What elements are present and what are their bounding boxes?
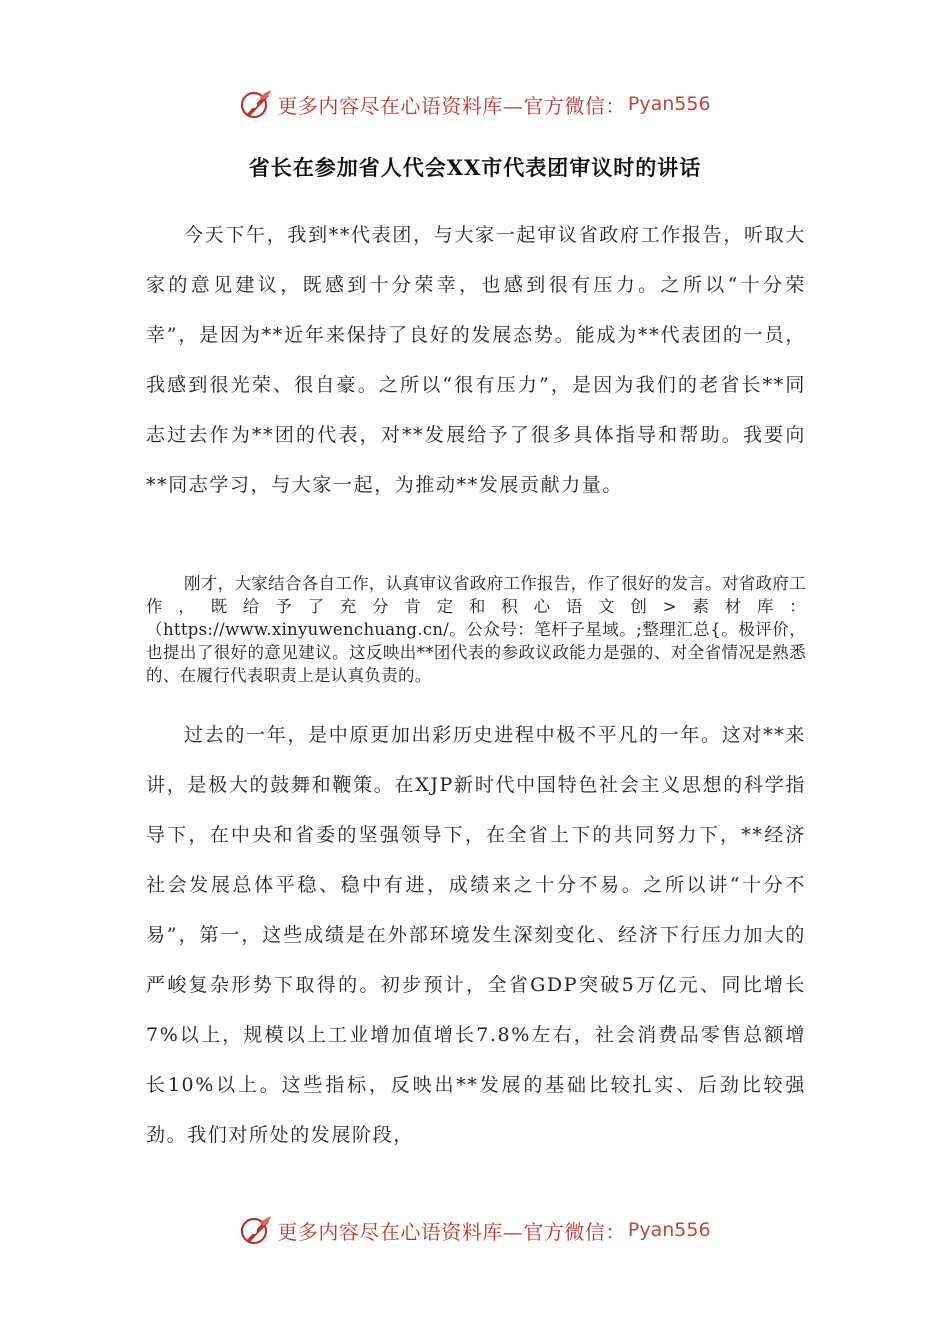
watermark-wechat-id: Pyan556 [627,1219,711,1241]
paragraph: 过去的一年，是中原更加出彩历史进程中极不平凡的一年。这对**来讲，是极大的鼓舞和鞭策。在XJP新时代中国特色社会主义思想的科学指导下，在中央和省委的坚强领导下，在全省上下的共同努力下，**经济社会发展总体平稳、稳中有进，成绩来之十分不易。之所以讲“十分不易”，第一，这些成绩是在外部环境发生深刻变化、经济下行压力加大的严峻复杂形势下取得的。初步预计，全省GDP突破5万亿元、同比增长7%以上，规模以上工业增加值增长7.8%左右，社会消费品零售总额增长10%以上。这些指标，反映出**发展的基础比较扎实、后劲比较强劲。我们对所处的发展阶段， [146,724,806,1146]
quill-circle-icon [239,87,273,121]
header-watermark [0,84,950,124]
footer-watermark [0,1210,950,1250]
document-title: 省长在参加省人代会XX市代表团审议时的讲话 [248,155,702,180]
quill-circle-icon [239,1213,273,1247]
paragraph: 今天下午，我到**代表团，与大家一起审议省政府工作报告，听取大家的意见建议，既感到十分荣幸，也感到很有压力。之所以“十分荣幸”，是因为**近年来保持了良好的发展态势。能成为**代表团的一员，我感到很光荣、很自豪。之所以“很有压力”，是因为我们的老省长**同志过去作为**团的代表，对**发展给予了很多具体指导和帮助。我要向**同志学习，与大家一起，为推动**发展贡献力量。 [146,224,806,496]
paragraph: 刚才，大家结合各自工作，认真审议省政府工作报告，作了很好的发言。对省政府工作，既给予了充分肯定和积心语文创>素材库：（https://www.xinyuwenchuang.cn/。公众号：笔杆子星域。;整理汇总{。极评价，也提出了很好的意见建议。这反映出**团代表的参政议政能力是强的、对全省情况是熟悉的、在履行代表职责上是认真负责的。 [146,574,806,685]
watermark-wechat-id: Pyan556 [627,93,711,115]
watermark-text: 更多内容尽在心语资料库—官方微信： [277,1219,626,1244]
watermark-text: 更多内容尽在心语资料库—官方微信： [277,93,626,118]
